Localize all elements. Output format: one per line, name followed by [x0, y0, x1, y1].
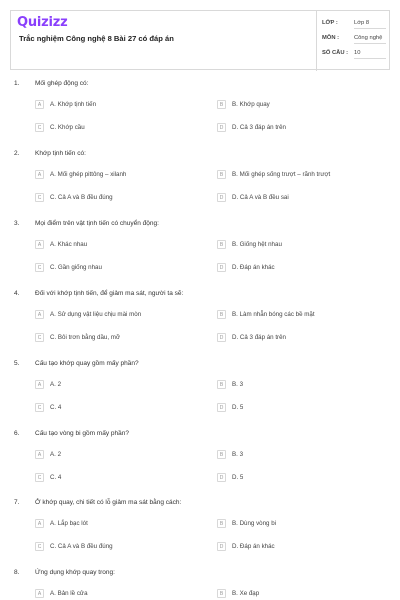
- question-5: [0, 360, 400, 430]
- question-text: Mọi điểm trên vật tịnh tiến có chuyển động:: [35, 220, 159, 227]
- option-text: D. Cả 3 đáp án trên: [232, 124, 287, 131]
- option-letter-box: B: [217, 170, 226, 179]
- option-text: D. Đáp án khác: [232, 264, 275, 271]
- meta-underline: [354, 43, 386, 44]
- option-letter-box: C: [35, 473, 44, 482]
- meta-label: LỚP :: [322, 20, 338, 26]
- option-letter-box: C: [35, 542, 44, 551]
- question-7: [0, 499, 400, 569]
- question-2: [0, 150, 400, 220]
- option-letter-box: C: [35, 403, 44, 412]
- option-letter-box: D: [217, 333, 226, 342]
- question-text: Ứng dụng khớp quay trong:: [35, 569, 115, 576]
- meta-value: Công nghệ: [354, 35, 383, 41]
- option-text: D. 5: [232, 404, 244, 411]
- option-letter-box: B: [217, 240, 226, 249]
- option-text: A. Khớp tịnh tiến: [50, 101, 97, 108]
- option-letter-box: A: [35, 310, 44, 319]
- meta-row-subject: [317, 30, 392, 45]
- option-letter-box: B: [217, 310, 226, 319]
- option-text: B. 3: [232, 381, 244, 388]
- option-text: D. Cả 3 đáp án trên: [232, 334, 287, 341]
- question-number: 4.: [14, 290, 20, 297]
- option-letter-box: B: [217, 380, 226, 389]
- option-letter-box: A: [35, 519, 44, 528]
- option-letter-box: C: [35, 123, 44, 132]
- meta-row-grade: [317, 15, 392, 30]
- option-letter-box: D: [217, 123, 226, 132]
- option-text: A. Lắp bạc lót: [50, 520, 88, 527]
- option-text: B. Khớp quay: [232, 101, 270, 108]
- option-text: B. Xe đạp: [232, 590, 260, 597]
- option-letter-box: B: [217, 450, 226, 459]
- option-letter-box: D: [217, 542, 226, 551]
- worksheet-header: [10, 10, 390, 70]
- quizizz-logo: Quizizz: [17, 15, 68, 30]
- option-text: A. Sử dụng vật liệu chịu mài mòn: [50, 311, 142, 318]
- option-text: B. 3: [232, 451, 244, 458]
- question-number: 3.: [14, 220, 20, 227]
- option-text: C. 4: [50, 474, 62, 481]
- question-number: 1.: [14, 80, 20, 87]
- option-text: A. Khác nhau: [50, 241, 88, 248]
- option-text: C. Khớp cầu: [50, 124, 85, 131]
- option-text: D. Cả A và B đều sai: [232, 194, 289, 201]
- option-text: B. Làm nhẵn bóng các bề mặt: [232, 311, 315, 318]
- option-text: C. Bôi trơn bằng dầu, mỡ: [50, 334, 121, 341]
- option-letter-box: A: [35, 589, 44, 598]
- option-letter-box: D: [217, 473, 226, 482]
- meta-label: MÔN :: [322, 35, 340, 41]
- option-letter-box: C: [35, 263, 44, 272]
- option-letter-box: A: [35, 240, 44, 249]
- page-title: Trắc nghiệm Công nghệ 8 Bài 27 có đáp án: [19, 34, 174, 43]
- option-letter-box: C: [35, 193, 44, 202]
- option-letter-box: A: [35, 380, 44, 389]
- question-6: [0, 430, 400, 500]
- option-letter-box: B: [217, 519, 226, 528]
- question-number: 8.: [14, 569, 20, 576]
- question-text: Đối với khớp tịnh tiến, để giảm ma sát, người ta sẽ:: [35, 290, 184, 297]
- meta-underline: [354, 28, 386, 29]
- question-3: [0, 220, 400, 290]
- option-text: B. Mối ghép sống trượt – rãnh trượt: [232, 171, 331, 178]
- question-1: [0, 80, 400, 150]
- question-text: Cấu tạo khớp quay gồm mấy phần?: [35, 360, 139, 367]
- option-text: C. 4: [50, 404, 62, 411]
- option-letter-box: C: [35, 333, 44, 342]
- question-text: Ở khớp quay, chi tiết có lỗ giảm ma sát bằng cách:: [35, 499, 182, 506]
- meta-info: [316, 11, 391, 71]
- meta-value: 10: [354, 50, 361, 56]
- question-text: Mối ghép động có:: [35, 80, 89, 87]
- option-text: A. 2: [50, 451, 62, 458]
- option-text: D. 5: [232, 474, 244, 481]
- question-number: 7.: [14, 499, 20, 506]
- meta-value: Lớp 8: [354, 20, 370, 26]
- option-letter-box: B: [217, 589, 226, 598]
- option-text: C. Gần giống nhau: [50, 264, 102, 271]
- option-letter-box: A: [35, 170, 44, 179]
- meta-underline: [354, 58, 386, 59]
- option-letter-box: D: [217, 193, 226, 202]
- option-letter-box: A: [35, 100, 44, 109]
- option-letter-box: A: [35, 450, 44, 459]
- option-letter-box: D: [217, 403, 226, 412]
- question-text: Khớp tịnh tiến có:: [35, 150, 86, 157]
- option-text: C. Cả A và B đều đúng: [50, 543, 113, 550]
- option-text: D. Đáp án khác: [232, 543, 275, 550]
- question-8: [0, 569, 400, 600]
- option-text: A. Bản lề cửa: [50, 590, 88, 597]
- option-letter-box: B: [217, 100, 226, 109]
- question-4: [0, 290, 400, 360]
- option-text: B. Dùng vòng bi: [232, 520, 277, 527]
- meta-label: SỐ CÂU :: [322, 50, 349, 56]
- option-text: B. Giống hệt nhau: [232, 241, 282, 248]
- option-text: A. Mối ghép pittông – xilanh: [50, 171, 127, 178]
- meta-row-count: [317, 45, 392, 60]
- option-letter-box: D: [217, 263, 226, 272]
- question-number: 6.: [14, 430, 20, 437]
- option-text: A. 2: [50, 381, 62, 388]
- question-number: 5.: [14, 360, 20, 367]
- option-text: C. Cả A và B đều đúng: [50, 194, 113, 201]
- question-number: 2.: [14, 150, 20, 157]
- question-text: Cấu tạo vòng bi gồm mấy phần?: [35, 430, 129, 437]
